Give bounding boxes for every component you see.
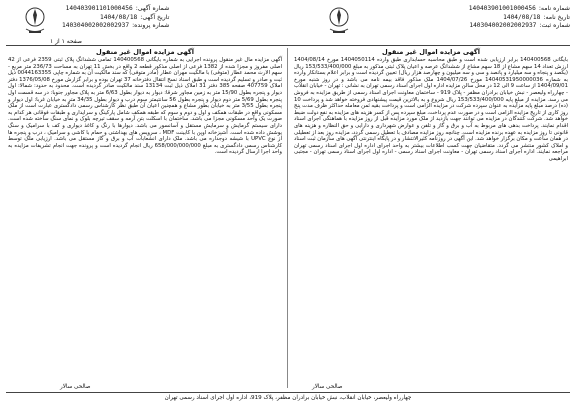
column-divider	[287, 48, 288, 388]
right-column-title: آگهی مزایده اموال غیر منقول	[381, 48, 481, 56]
number-label: شماره نامه:	[538, 5, 570, 12]
right-column-body: بایگانی 140400568 برابر ارزیابی شده است و طبق محاسبه حسابداری طبق وارده 1404050114 مورخ 1404/08/14 ارزش تعداد 14 سهم مشاع از 18 سهم مشاع از ششدانگ عرصه و اعیان پلاک ثبتی مذکور به مبلغ 153/533/400/000 ریال (یکصد و پنجاه و سه میلیارد و پانصد و سی و سه میلیون و چهارصد هزار ریال) تعیین گردیده است و برابر اعلام بستانکار وارده به شماره 14040531950000036 مورخ 1404/07/26 ملک مذکور فاقد بیمه نامه می باشد و در روز شنبه مورخ 1404/09/01 از ساعت 9 الی 12 در محل سالن مزایده اداره اول اجرای اسناد رسمی تهران به نشانی : تهران - خیابان انقلاب - چهارراه ولیعصر - نبش خیابان برادران مظفر - پلاک 919 - ساختمان معاونت اجرای اسناد رسمی از طریق مزایده به فروش می رسد. مزایده از مبلغ پایه 153/533/400/000 ریال شروع و به بالاترین قیمت پیشنهادی فروخته خواهد شد و پرداخت 10 (ده) درصد مبلغ پایه مزایده به عنوان سپرده شرکت در مزایده الزامی است و پرداخت بقیه ثمن معامله حداکثر ظرف مدت پنج روز کاری از تاریخ مزایده الزامی است و در صورت عدم پرداخت، مبلغ سپرده پس از کسر هزینه های مزایده به نفع دولت ضبط خواهد شد. شرکت کنندگان در مزایده می توانند جهت بازدید از ملک مورد مزایده قبل از روز مزایده با هماهنگی اجرای اسناد اقدام نمایند. پرداخت بدهی های مربوط به آب و برق و گاز و تلفن و عوارض شهرداری و دارایی و حق النظاره و هزینه های قانونی تا روز مزایده به عهده برنده مزایده است. چنانچه روز مزایده مصادف با تعطیل رسمی گردد، مزایده روز بعد از تعطیلی در همان ساعت و مکان برگزار خواهد شد. این آگهی در روزنامه کثیرالانتشار و در پایگاه اینترنتی آگهی های سازمان ثبت اسناد و املاک کشور منتشر می گردد. متقاضیان جهت کسب اطلاعات بیشتر به واحد اجرای اداره اول اجرای اسناد رسمی تهران مراجعه نمایند. اداره اجرای اسناد رسمی تهران - معاونت اجرای اسناد رسمی - اداره اول اجرای اسناد رسمی تهران - مجتبی ابراهیمی	[294, 57, 569, 162]
header-divider	[6, 45, 570, 46]
left-column-body: آگهی مزایده مال غیر منقول پرونده اجرایی به شماره بایگانی 140400568 تمامی ششدانگ پلاک ثبتی 2359 فرعی از 42 اصلی مفروز و مجزا شده از 1382 فرعی از اصلی مذکور قطعه 2 واقع در بخش 11 تهران به مساحت 236/73 متر مربع - سهم الارث محمد عطار (متوفی) با مالکیت مهران عطار (مادر متوفی) که سند مالکیت آن به شماره چاپی 0044163355 ذیل ثبت و صادر و تسلیم گردیده است و طبق اسناد نسخ انتقال دفترخانه 37 تهران بوده و برابر گزارش مورخ 1376/05/08 دفتر املاک 407759 صفحه 385 دفتر 31 املاک ذیل ثبت 13134 سند مالکیت صادر گردیده است. محدود به حدود: شمالا: اول دیوار و پنجره بطول 15/90 متر به زمین مجاور شرقا: دیوار به دیوار بطول 6/63 متر به پلاک مجاور جنوبا: در سه قسمت اول پنجره بطول 5/69 متر دوم دیوار و پنجره بطول 56 سانتیمتر سوم درب و دیوار بطول 34/35 متر به خیابان غربا: اول دیوار و پنجره بطول 3/55 متر به خیابان بطور مشاع و همچنین اعیان آن طبق نظر کارشناس رسمی دادگستری عبارت است از ملک مسکونی واقع در طبقات همکف و اول و دوم و سوم که طبقه همکف شامل پارکینگ و سرایداری و طبقات فوقانی هر کدام به صورت یک واحد مسکونی مجزا می باشد. ساختمان با اسکلت بتن آرمه و سقف تیرچه بلوک و نمای سنگ ساخته شده است. دارای سیستم گرمایش و سرمایش مستقل و آسانسور می باشد. دیوارها با رنگ و کاغذ دیواری و کف با سرامیک و سنگ پوشش داده شده است. آشپزخانه اوپن با کابینت MDF ، سرویس های بهداشتی و حمام با کاشی و سرامیک ، درب و پنجره ها از نوع UPVC با شیشه دوجداره می باشد. ملک دارای انشعابات آب و برق و گاز مستقل می باشد. ارزیابی ملک توسط کارشناس رسمی دادگستری به مبلغ 658/000/000/000 ریال انجام گردیده است و پرونده جهت انجام تشریفات مزایده به واحد اجرا ارسال گردیده است.	[8, 57, 283, 156]
footer-divider	[6, 392, 570, 393]
number-value: 140403901101000456	[65, 5, 133, 12]
date-value: 1404/08/18	[100, 13, 138, 21]
left-column	[8, 48, 282, 156]
header-meta-left	[62, 5, 169, 31]
left-signature: صالحی سالار	[60, 384, 91, 390]
number-label: شماره آگهی:	[135, 5, 170, 12]
date-label: تاریخ نامه:	[543, 13, 570, 21]
emblem-icon	[20, 3, 50, 37]
page-number: صفحه ۱ از ۱	[50, 38, 82, 45]
serial-label: شماره پرونده:	[132, 22, 170, 30]
footer-address: چهارراه ولیعصر، خیابان انقلاب، نبش خیابان برادران مظفر، پلاک 919، اداره اول اجرای اسناد رسمی تهران	[164, 395, 412, 401]
right-column	[294, 48, 568, 163]
serial-value: 140304002002002937	[469, 22, 537, 30]
date-label: تاریخ آگهی:	[140, 13, 170, 21]
header-meta-right	[469, 5, 570, 31]
date-value: 1404/08/18	[503, 13, 541, 21]
number-value: 140403901001000456	[468, 5, 536, 12]
left-column-title: آگهی مزایده اموال غیر منقول	[95, 48, 195, 56]
serial-value: 140304002002002937	[62, 22, 130, 30]
serial-label: شماره ثبت:	[539, 22, 570, 30]
right-signature: صالحی سالار	[312, 384, 343, 390]
emblem-icon	[324, 3, 354, 37]
